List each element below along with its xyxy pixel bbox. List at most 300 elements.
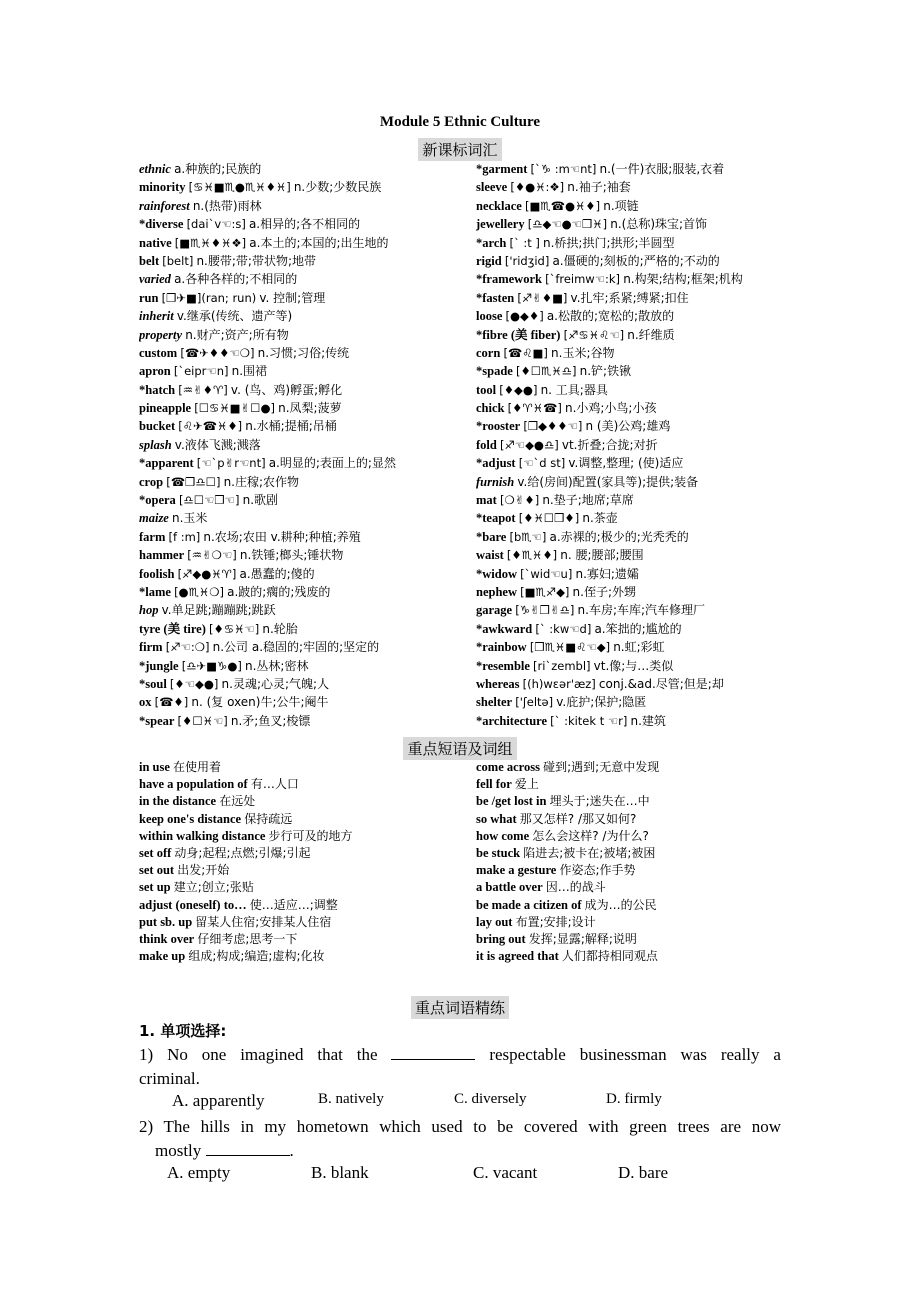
- vocab-phonetic: [♦☐♓☜]: [177, 713, 228, 728]
- vocab-word: *rooster: [476, 419, 521, 434]
- vocab-phonetic: [♦♋♓☜]: [209, 621, 260, 636]
- vocab-meaning: n.围裙: [231, 364, 268, 379]
- vocab-entry: [139, 436, 469, 454]
- vocab-entry: [139, 565, 469, 583]
- phrase-english: keep one's distance: [139, 811, 242, 826]
- q1-options: [139, 1091, 781, 1115]
- vocab-meaning: n.少数;少数民族: [293, 180, 382, 195]
- phrase-chinese: 怎么会这样? /为什么?: [532, 828, 649, 843]
- vocab-list-right: [476, 160, 786, 730]
- vocab-phonetic: [♎◆☜●☜❒♓]: [527, 217, 608, 232]
- q1-text-continued: criminal.: [139, 1069, 200, 1088]
- vocab-entry: [476, 417, 786, 435]
- exercise-block: [139, 1019, 781, 1187]
- vocab-phonetic: [♐✌♦■]: [517, 290, 568, 305]
- vocab-entry: [139, 307, 469, 325]
- vocab-entry: [476, 509, 786, 527]
- phrase-chinese: 发挥;显露;解释;说明: [528, 931, 637, 946]
- phrase-chinese: 人们都持相同观点: [561, 949, 658, 964]
- vocab-word: furnish: [476, 474, 515, 489]
- vocab-phonetic: [`eipr☜n]: [173, 364, 229, 379]
- vocab-meaning: v.单足跳;蹦蹦跳;跳跃: [161, 603, 276, 618]
- phrase-english: how come: [476, 828, 530, 843]
- vocab-phonetic: [☎♦]: [154, 695, 189, 710]
- vocab-phonetic: [♐♋♓♌☜]: [563, 327, 625, 342]
- vocab-word: minority: [139, 180, 186, 195]
- vocab-meaning: n.寡妇;遗孀: [575, 566, 639, 581]
- vocab-word: inherit: [139, 309, 174, 324]
- vocab-word: rigid: [476, 253, 502, 268]
- phrase-english: adjust (oneself) to…: [139, 897, 247, 912]
- phrase-entry: [139, 759, 469, 776]
- phrase-chinese: 保持疏远: [244, 811, 293, 826]
- vocab-entry: [476, 601, 786, 619]
- vocab-entry: [139, 197, 469, 215]
- vocab-entry: [139, 712, 469, 730]
- vocab-word: *soul: [139, 676, 167, 691]
- vocab-phonetic: [♐☜◆●♎]: [499, 437, 559, 452]
- vocab-entry: [476, 657, 786, 675]
- vocab-word: *fasten: [476, 290, 515, 305]
- phrase-english: within walking distance: [139, 828, 266, 843]
- vocab-meaning: v.调整,整理; (使)适应: [568, 456, 684, 471]
- vocab-meaning: n.建筑: [630, 713, 666, 728]
- vocab-word: *bare: [476, 529, 507, 544]
- vocab-word: splash: [139, 437, 172, 452]
- vocab-meaning: a.松散的;宽松的;散放的: [546, 309, 675, 324]
- vocab-meaning: n.矛;鱼叉;梭镖: [230, 713, 311, 728]
- vocab-meaning: n.财产;资产;所有物: [185, 327, 289, 342]
- vocab-meaning: n.丛林;密林: [244, 658, 309, 673]
- vocab-word: *spade: [476, 364, 513, 379]
- vocab-word: loose: [476, 309, 503, 324]
- phrase-english: have a population of: [139, 777, 248, 792]
- q1-option-b[interactable]: B. natively: [318, 1091, 384, 1107]
- vocab-word: crop: [139, 474, 164, 489]
- vocab-entry: [476, 215, 786, 233]
- vocab-phonetic: [♦♓☐❒♦]: [518, 511, 580, 526]
- vocab-entry: [476, 546, 786, 564]
- question-1: [139, 1043, 781, 1091]
- vocab-meaning: a.僵硬的;刻板的;严格的;不动的: [552, 253, 720, 268]
- q2-text-start: 2) The hills in my hometown which used to be covered with green trees are now: [139, 1117, 781, 1136]
- vocab-meaning: n.垫子;地席;草席: [542, 493, 634, 508]
- vocab-entry: [139, 638, 469, 656]
- phrase-entry: [476, 793, 786, 810]
- vocab-word: tool: [476, 382, 497, 397]
- phrase-chinese: 在使用着: [173, 760, 222, 774]
- vocab-phonetic: [♦☜◆●]: [169, 676, 219, 691]
- vocab-entry: [139, 583, 469, 601]
- vocab-entry: [476, 270, 786, 288]
- vocab-phonetic: [☎✈♦♦☜❍]: [180, 345, 255, 360]
- vocab-word: *fibre (美 fiber): [476, 327, 561, 342]
- vocab-word: *resemble: [476, 658, 530, 673]
- vocab-entry: [476, 381, 786, 399]
- q2-option-a[interactable]: A. empty: [167, 1163, 231, 1182]
- vocab-word: custom: [139, 345, 178, 360]
- q1-text-start: 1) No one imagined that the: [139, 1045, 378, 1064]
- vocab-meaning: n.水桶;提桶;吊桶: [245, 419, 337, 434]
- vocab-word: *garment: [476, 162, 528, 176]
- q2-option-d[interactable]: D. bare: [618, 1163, 669, 1182]
- vocab-entry: [139, 601, 469, 619]
- vocab-meaning: n.庄稼;农作物: [223, 474, 300, 489]
- q1-option-c[interactable]: C. diversely: [454, 1091, 527, 1107]
- q1-option-a[interactable]: A. apparently: [172, 1091, 265, 1110]
- vocab-phonetic: [♦●♓:❖]: [510, 180, 565, 195]
- phrase-chinese: 因…的战斗: [545, 880, 606, 895]
- vocab-phonetic: [■♏♓♦♓❖]: [174, 235, 247, 250]
- vocab-word: belt: [139, 253, 160, 268]
- vocab-phonetic: [☜`p✌r☜nt]: [196, 456, 266, 471]
- vocab-phonetic: [■♏☎●♓♦]: [524, 198, 601, 213]
- vocab-phonetic: ['ridʒid]: [504, 253, 550, 268]
- vocab-entry: [139, 657, 469, 675]
- vocab-phonetic: ['ʃeltə]: [515, 695, 554, 710]
- phrase-chinese: 留某人住宿;安排某人住宿: [195, 914, 332, 929]
- vocab-entry: [476, 362, 786, 380]
- vocab-meaning: n.轮胎: [262, 621, 298, 636]
- vocab-phonetic: [☜`d st]: [518, 456, 566, 471]
- q2-text-period: .: [289, 1141, 294, 1160]
- vocab-word: fold: [476, 437, 497, 452]
- phrase-english: set out: [139, 863, 175, 878]
- vocab-entry: [139, 473, 469, 491]
- vocab-entry: [476, 289, 786, 307]
- vocab-word: pineapple: [139, 401, 192, 416]
- vocab-word: farm: [139, 529, 166, 544]
- vocab-meaning: n.习惯;习俗;传统: [257, 345, 350, 360]
- vocab-entry: [139, 546, 469, 564]
- vocab-phonetic: [☎❒♎☐]: [166, 474, 221, 489]
- phrase-entry: [476, 914, 786, 931]
- phrase-entry: [139, 948, 469, 965]
- phrase-entry: [476, 862, 786, 879]
- phrase-entry: [476, 811, 786, 828]
- vocab-meaning: a.愚蠢的;傻的: [239, 566, 315, 581]
- vocab-entry: [476, 197, 786, 215]
- question-2: [139, 1115, 781, 1163]
- vocab-meaning: n.(一件)衣服;服装,衣着: [599, 162, 725, 176]
- phrase-list-left: [139, 759, 469, 965]
- vocab-meaning: n.灵魂;心灵;气魄;人: [221, 676, 330, 691]
- vocab-meaning: n.项链: [603, 198, 639, 213]
- vocab-meaning: n.茶壶: [582, 511, 618, 526]
- vocab-word: bucket: [139, 419, 176, 434]
- vocab-word: *framework: [476, 272, 542, 287]
- phrase-english: be stuck: [476, 845, 521, 860]
- vocab-word: *arch: [476, 235, 507, 250]
- vocab-phonetic: [❍✌♦]: [499, 493, 540, 508]
- vocab-entry: [139, 491, 469, 509]
- phrase-chinese: 爱上: [514, 777, 539, 792]
- phrase-entry: [139, 845, 469, 862]
- phrase-chinese: 仔细考虑;思考一下: [197, 931, 298, 946]
- phrase-entry: [139, 879, 469, 896]
- vocab-meaning: a.赤裸的;极少的;光秃秃的: [549, 529, 689, 544]
- phrase-english: it is agreed that: [476, 949, 559, 964]
- vocab-meaning: a.各种各样的;不相同的: [174, 272, 298, 287]
- vocab-word: *teapot: [476, 511, 516, 526]
- phrase-list-right: [476, 759, 786, 965]
- phrase-entry: [139, 793, 469, 810]
- vocab-word: *jungle: [139, 658, 179, 673]
- vocab-entry: [139, 528, 469, 546]
- phrase-entry: [476, 845, 786, 862]
- practice-section-header: [0, 996, 920, 1019]
- vocab-word: hammer: [139, 548, 185, 563]
- vocab-meaning: n.袖子;袖套: [567, 180, 631, 195]
- vocab-word: maize: [139, 511, 169, 526]
- vocab-meaning: n.玉米;谷物: [551, 345, 615, 360]
- vocab-entry: [139, 693, 469, 711]
- vocab-word: *lame: [139, 584, 171, 599]
- vocab-phonetic: [b♏☜]: [509, 529, 547, 544]
- vocab-meaning: a.种族的;民族的: [174, 162, 262, 176]
- vocab-phonetic: [♦☐♏♓♎]: [515, 364, 577, 379]
- phrase-entry: [476, 759, 786, 776]
- vocab-entry: [476, 454, 786, 472]
- vocab-meaning: n.侄子;外甥: [572, 584, 637, 599]
- vocab-word: firm: [139, 640, 163, 655]
- q2-options: [139, 1163, 781, 1187]
- vocab-meaning: a.相异的;各不相同的: [248, 217, 361, 232]
- vocab-entry: [476, 473, 786, 491]
- vocab-word: varied: [139, 272, 171, 287]
- vocab-word: property: [139, 327, 183, 342]
- vocab-meaning: n. 工具;器具: [540, 382, 608, 397]
- vocab-word: *widow: [476, 566, 517, 581]
- vocab-word: apron: [139, 364, 171, 379]
- vocab-meaning: n.小鸡;小鸟;小孩: [564, 401, 657, 416]
- phrase-english: a battle over: [476, 880, 543, 895]
- q2-option-b[interactable]: B. blank: [311, 1163, 369, 1182]
- vocab-phonetic: [■♏♐◆]: [520, 584, 570, 599]
- phrase-entry: [476, 828, 786, 845]
- vocab-meaning: n. (复 oxen)牛;公牛;阉牛: [191, 695, 329, 710]
- vocab-word: whereas: [476, 676, 520, 691]
- vocab-meaning: v.扎牢;系紧;缚紧;扣住: [570, 290, 689, 305]
- phrase-entry: [476, 931, 786, 948]
- vocab-phonetic: [♒✌♦♈]: [178, 382, 228, 397]
- vocab-phonetic: [`♑ :m☜nt]: [530, 162, 597, 176]
- phrase-english: so what: [476, 811, 517, 826]
- q1-option-d[interactable]: D. firmly: [606, 1091, 662, 1107]
- phrase-chinese: 那又怎样? /那又如何?: [519, 811, 637, 826]
- vocab-entry: [476, 620, 786, 638]
- vocab-entry: [476, 344, 786, 362]
- vocab-phonetic: [♎✈■♑●]: [181, 658, 242, 673]
- phrase-english: lay out: [476, 914, 513, 929]
- vocab-meaning: n. 腰;腰部;腰围: [560, 548, 644, 563]
- vocab-meaning: n.纤维质: [627, 327, 675, 342]
- vocab-phonetic: [belt]: [162, 253, 194, 268]
- phrase-entry: [139, 828, 469, 845]
- phrase-entry: [139, 897, 469, 914]
- vocab-entry: [139, 417, 469, 435]
- vocab-entry: [139, 620, 469, 638]
- phrase-english: in use: [139, 760, 170, 774]
- vocab-phonetic: [f :m]: [168, 529, 201, 544]
- vocab-phonetic: [`wid☜u]: [520, 566, 573, 581]
- vocab-meaning: n.腰带;带;带状物;地带: [196, 253, 317, 268]
- q2-text-mostly: mostly: [155, 1141, 202, 1160]
- phrase-chinese: 有…人口: [250, 777, 299, 792]
- vocab-entry: [139, 344, 469, 362]
- vocab-entry: [476, 178, 786, 196]
- phrase-entry: [139, 914, 469, 931]
- phrase-chinese: 陷进去;被卡在;被堵;被困: [523, 845, 656, 860]
- vocab-word: *architecture: [476, 713, 548, 728]
- q2-option-c[interactable]: C. vacant: [473, 1163, 538, 1182]
- vocab-meaning: n.铁锤;榔头;锤状物: [239, 548, 344, 563]
- vocab-meaning: v. (鸟、鸡)孵蛋;孵化: [230, 382, 343, 397]
- phrase-entry: [139, 776, 469, 793]
- vocab-phonetic: [dai`v☜:s]: [186, 217, 246, 232]
- vocab-meaning: n.构架;结构;框架;机构: [623, 272, 743, 287]
- vocab-word: ox: [139, 695, 152, 710]
- vocab-meaning: vt.像;与…类似: [593, 658, 674, 673]
- phrase-chinese: 使…适应…;调整: [249, 897, 338, 912]
- vocab-meaning: n.凤梨;菠萝: [278, 401, 342, 416]
- vocab-entry: [476, 436, 786, 454]
- phrase-chinese: 布置;安排;设计: [515, 914, 596, 929]
- vocab-phonetic: [●♏♓❍]: [174, 584, 224, 599]
- vocab-meaning: n.玉米: [171, 511, 208, 526]
- vocab-word: necklace: [476, 198, 522, 213]
- phrase-english: make a gesture: [476, 863, 557, 878]
- phrases-section-label: 重点短语及词组: [403, 737, 516, 760]
- vocab-word: ethnic: [139, 162, 171, 176]
- vocab-entry: [139, 252, 469, 270]
- phrase-chinese: 动身;起程;点燃;引爆;引起: [174, 845, 311, 860]
- phrase-english: make up: [139, 949, 186, 964]
- practice-section-label: 重点词语精练: [411, 996, 509, 1019]
- vocab-word: *diverse: [139, 217, 184, 232]
- phrase-english: come across: [476, 760, 540, 774]
- vocab-meaning: n.歌剧: [242, 493, 279, 508]
- phrase-english: set up: [139, 880, 171, 895]
- vocab-phonetic: [♦◆●]: [499, 382, 538, 397]
- vocab-meaning: v.给(房间)配置(家具等);提供;装备: [517, 474, 699, 489]
- vocab-meaning: n.(热带)雨林: [192, 198, 262, 213]
- vocab-entry: [139, 289, 469, 307]
- vocab-meaning: a.笨拙的;尴尬的: [594, 621, 682, 636]
- phrase-english: be /get lost in: [476, 794, 547, 809]
- vocab-entry: [139, 399, 469, 417]
- vocab-word: *apparent: [139, 456, 194, 471]
- vocab-word: corn: [476, 345, 501, 360]
- vocab-phonetic: [` :kw☜d]: [535, 621, 592, 636]
- phrase-entry: [139, 862, 469, 879]
- vocab-entry: [139, 454, 469, 472]
- phrase-entry: [139, 811, 469, 828]
- vocab-entry: [139, 234, 469, 252]
- vocab-word: run: [139, 290, 159, 305]
- vocab-word: shelter: [476, 695, 513, 710]
- phrase-chinese: 在远处: [219, 794, 256, 809]
- phrase-english: in the distance: [139, 794, 217, 809]
- vocab-meaning: n.公司 a.稳固的;牢固的;坚定的: [212, 640, 380, 655]
- vocab-phonetic: [ri`zembl]: [533, 658, 591, 673]
- vocab-entry: [476, 528, 786, 546]
- vocab-phonetic: [♐◆●♓♈]: [177, 566, 237, 581]
- q2-answer-blank[interactable]: [206, 1139, 290, 1156]
- vocab-entry: [476, 565, 786, 583]
- vocab-meaning: a.本土的;本国的;出生地的: [249, 235, 389, 250]
- vocab-meaning: conj.&ad.尽管;但是;却: [598, 676, 724, 691]
- vocab-entry: [139, 160, 469, 178]
- vocab-word: tyre (美 tire): [139, 621, 206, 636]
- phrase-chinese: 步行可及的地方: [268, 828, 353, 843]
- vocab-meaning: n.农场;农田 v.耕种;种植;养殖: [203, 529, 361, 544]
- vocab-meaning: vt.折叠;合拢;对折: [561, 437, 658, 452]
- vocab-meaning: v.液体飞溅;溅落: [174, 437, 261, 452]
- vocab-meaning: v.庇护;保护;隐匿: [556, 695, 647, 710]
- vocab-entry: [476, 583, 786, 601]
- vocab-meaning: a.明显的;表面上的;显然: [268, 456, 396, 471]
- vocab-meaning: n.虹;彩虹: [613, 640, 665, 655]
- phrase-entry: [476, 948, 786, 965]
- vocab-meaning: n.(总称)珠宝;首饰: [610, 217, 708, 232]
- vocab-word: native: [139, 235, 172, 250]
- vocab-entry: [139, 215, 469, 233]
- vocab-section-header: [0, 138, 920, 161]
- phrase-chinese: 成为…的公民: [584, 897, 657, 912]
- vocab-word: nephew: [476, 584, 517, 599]
- vocab-phonetic: [♒✌❍☜]: [187, 548, 237, 563]
- vocab-phonetic: [♋♓■♏●♏♓♦♓]: [188, 180, 291, 195]
- vocab-entry: [476, 693, 786, 711]
- vocab-entry: [476, 160, 786, 178]
- vocab-entry: [139, 362, 469, 380]
- phrases-section-header: [0, 737, 920, 760]
- vocab-phonetic: [♦♈♓☎]: [507, 401, 562, 416]
- phrase-chinese: 建立;创立;张贴: [173, 880, 254, 895]
- vocab-meaning: n.桥拱;拱门;拱形;半圆型: [543, 235, 675, 250]
- vocab-phonetic: [☐♋♓■✌☐●]: [194, 401, 275, 416]
- module-title: Module 5 Ethnic Culture: [379, 114, 541, 130]
- vocab-word: *spear: [139, 713, 175, 728]
- vocab-entry: [476, 675, 786, 693]
- phrase-chinese: 碰到;遇到;无意中发现: [543, 760, 660, 774]
- vocab-phonetic: [♎☐☜❒☜]: [178, 493, 240, 508]
- vocab-meaning: n.铲;铁锹: [579, 364, 632, 379]
- vocab-word: *rainbow: [476, 640, 527, 655]
- vocab-meaning: v.继承(传统、遗产等): [176, 309, 293, 324]
- vocab-word: *opera: [139, 493, 176, 508]
- vocab-word: chick: [476, 401, 505, 416]
- vocab-entry: [476, 712, 786, 730]
- phrase-entry: [476, 776, 786, 793]
- vocab-entry: [476, 638, 786, 656]
- phrase-english: fell for: [476, 777, 512, 792]
- phrase-english: bring out: [476, 931, 526, 946]
- vocab-meaning: n (美)公鸡;雄鸡: [585, 419, 671, 434]
- vocab-entry: [139, 326, 469, 344]
- phrase-entry: [476, 897, 786, 914]
- vocab-phonetic: [(h)wεər'æz]: [522, 676, 596, 691]
- vocab-phonetic: [❒✈■](ran; run): [161, 290, 257, 305]
- vocab-entry: [139, 509, 469, 527]
- phrase-english: be made a citizen of: [476, 897, 582, 912]
- q1-answer-blank[interactable]: [391, 1043, 475, 1060]
- vocab-phonetic: [` :t ]: [509, 235, 540, 250]
- vocab-word: foolish: [139, 566, 175, 581]
- phrase-chinese: 作姿态;作手势: [559, 863, 636, 878]
- phrase-chinese: 组成;构成;编造;虚构;化妆: [188, 949, 325, 964]
